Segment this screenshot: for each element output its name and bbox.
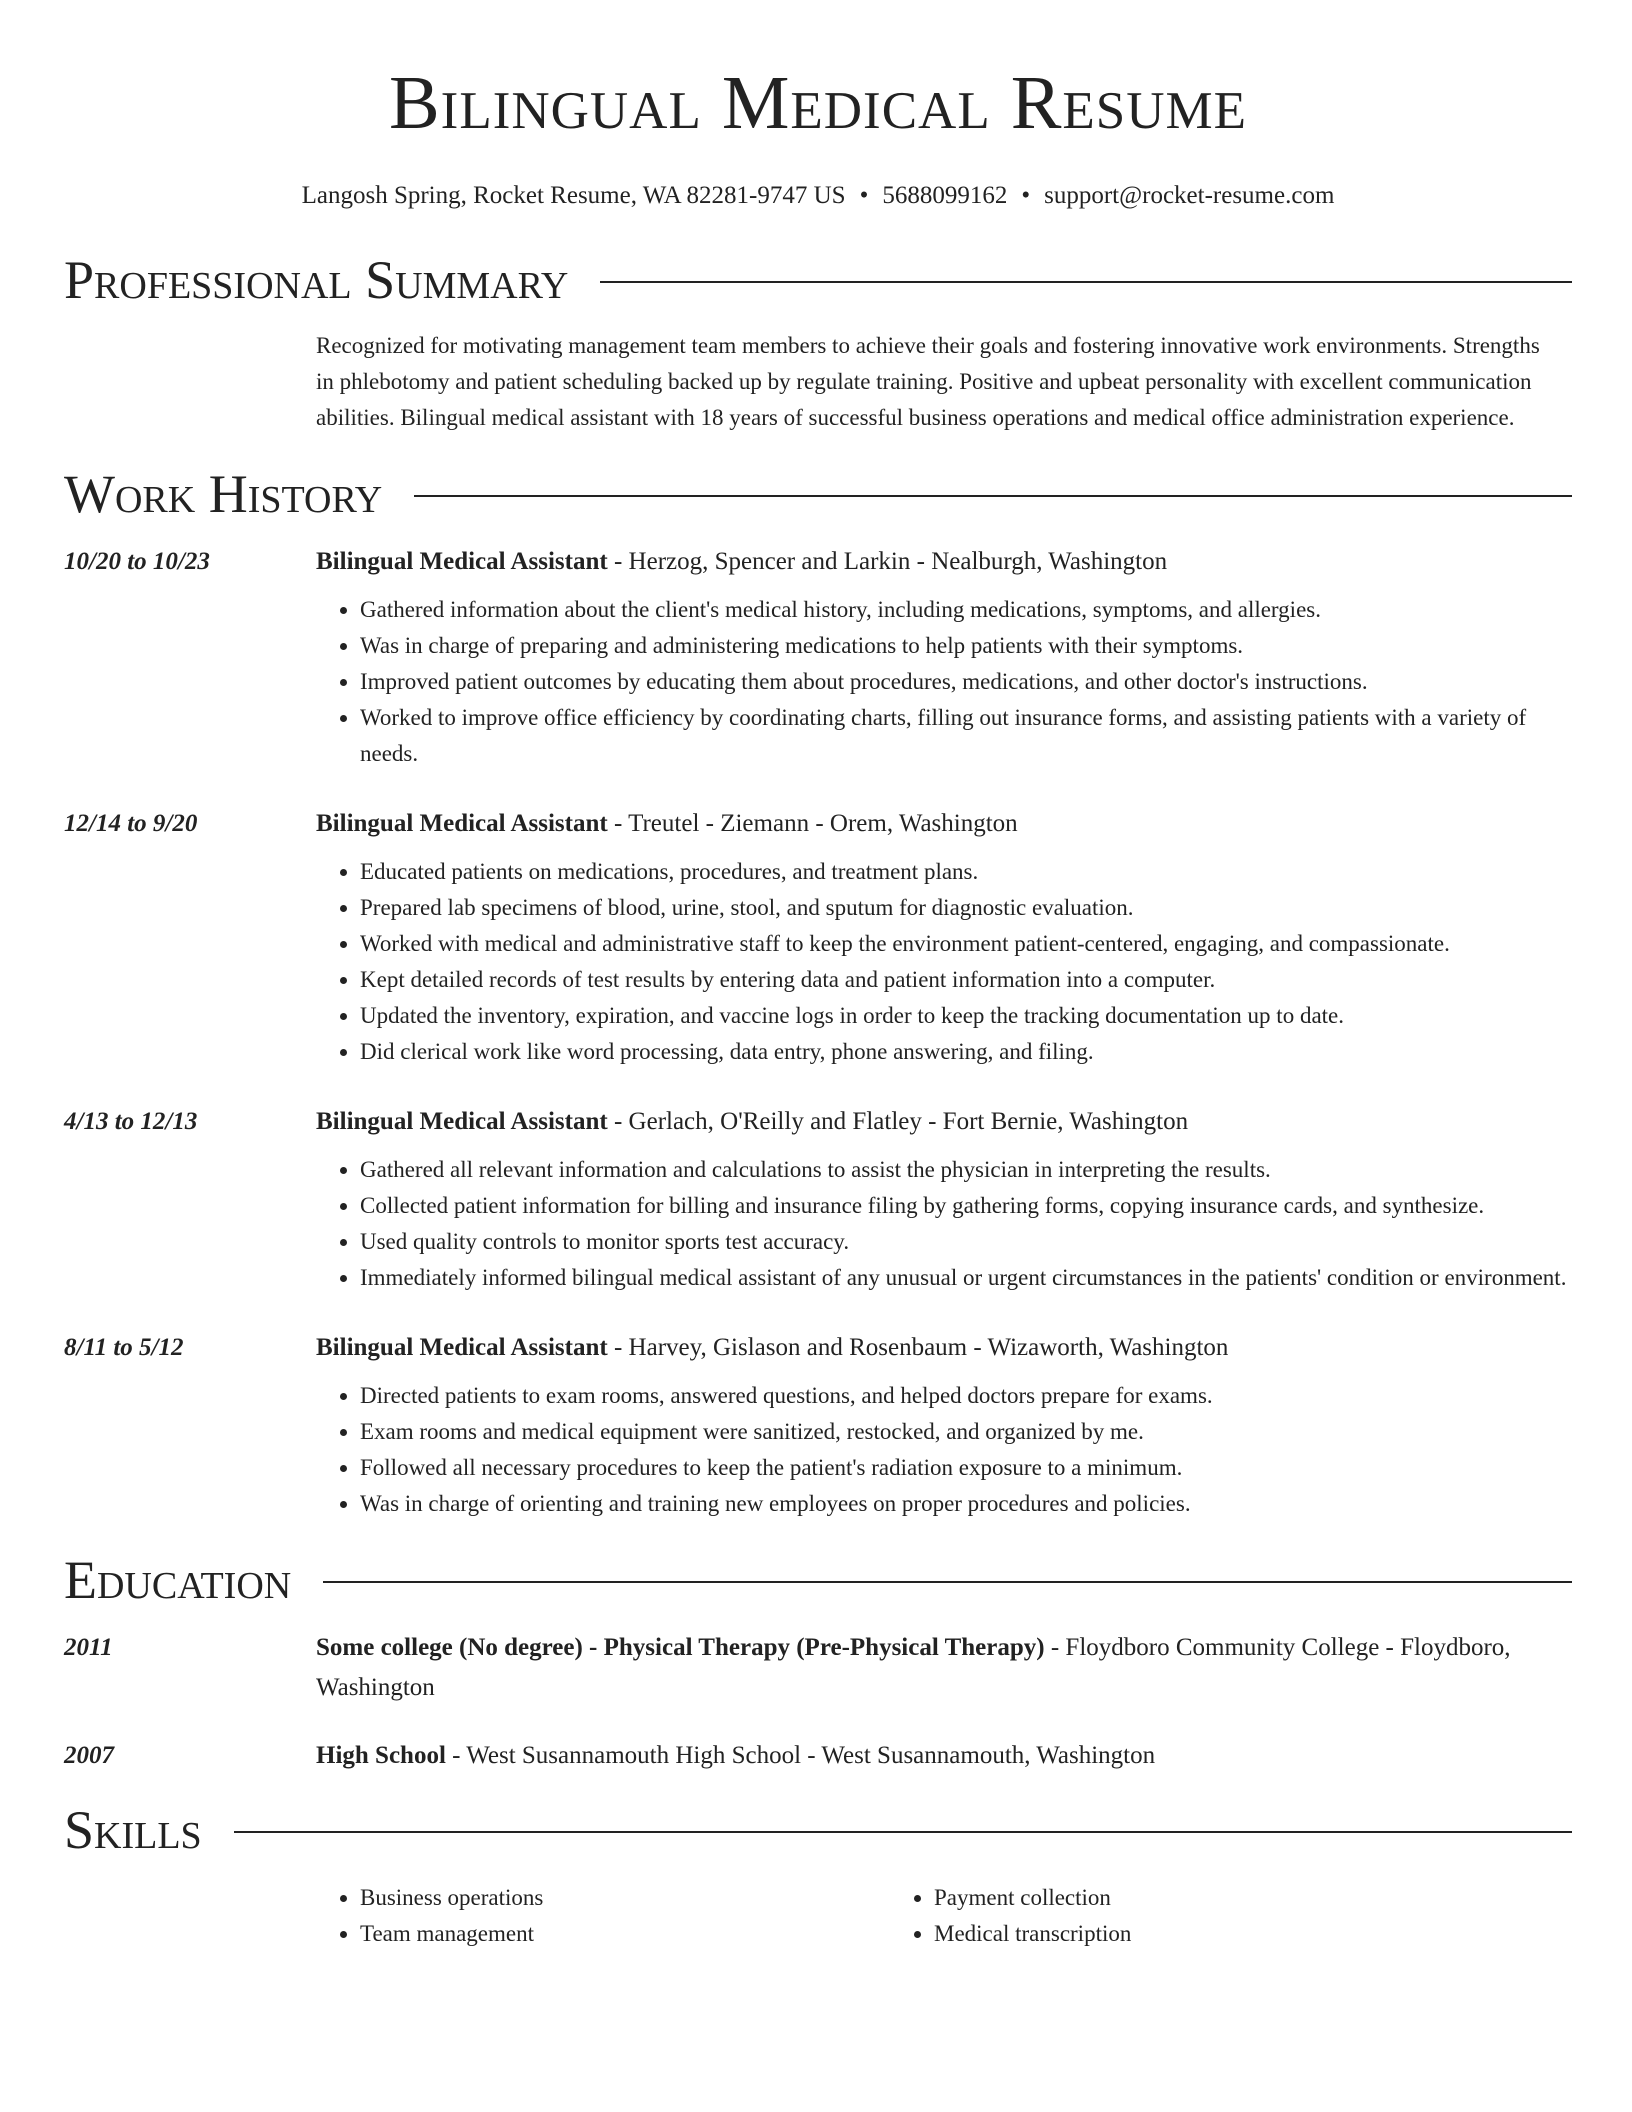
education-heading xyxy=(316,1628,1572,1708)
section-header-education xyxy=(64,1550,1572,1610)
list-item: • Immediately informed bilingual medical assistant of any unusual or urgent circumstances in the patients' condition or environment. xyxy=(360,1260,1572,1296)
contact-phone: 5688099162 xyxy=(882,182,1008,209)
section-title-education: Education xyxy=(64,1550,292,1610)
section-divider xyxy=(234,1831,1572,1833)
education-body xyxy=(316,1736,1572,1776)
skill-item: • Medical transcription xyxy=(934,1916,1464,1952)
skill-item: • Payment collection xyxy=(934,1880,1464,1916)
list-item: • Educated patients on medications, procedures, and treatment plans. xyxy=(360,854,1572,890)
job-role: Bilingual Medical Assistant xyxy=(316,1334,608,1361)
job-details: - Gerlach, O'Reilly and Flatley - Fort Bernie, Washington xyxy=(607,1108,1189,1135)
contact-line xyxy=(64,180,1572,212)
skill-item: • Business operations xyxy=(360,1880,890,1916)
job-role: Bilingual Medical Assistant xyxy=(316,810,608,837)
section-header-summary xyxy=(64,250,1572,310)
list-item: • Kept detailed records of test results by entering data and patient information into a computer. xyxy=(360,962,1572,998)
job-role: Bilingual Medical Assistant xyxy=(316,1108,608,1135)
list-item: • Directed patients to exam rooms, answered questions, and helped doctors prepare for exams. xyxy=(360,1378,1572,1414)
list-item: • Followed all necessary procedures to keep the patient's radiation exposure to a minimum. xyxy=(360,1450,1572,1486)
skills-column-right xyxy=(890,1880,1464,1952)
education-entry xyxy=(64,1736,1572,1776)
list-item: • Updated the inventory, expiration, and vaccine logs in order to keep the tracking documentation up to date. xyxy=(360,998,1572,1034)
resume-title: Bilingual Medical Resume xyxy=(388,61,1248,145)
education-degree: High School xyxy=(316,1742,446,1769)
list-item: • Worked with medical and administrative staff to keep the environment patient-centered, engaging, and compassionate. xyxy=(360,926,1572,962)
education-date: 2011 xyxy=(64,1634,113,1661)
section-header-work xyxy=(64,464,1572,524)
job-body xyxy=(316,542,1572,772)
summary-text: Recognized for motivating management team members to achieve their goals and fostering innovative work environments. Strengths in phlebotomy and patient scheduling backed up by regulate training. Positive and upbeat personality with excellent communication abilities. Bilingual medical assistant with 18 years of successful business operations and medical office administration experience. xyxy=(316,333,1540,430)
job-date: 12/14 to 9/20 xyxy=(64,810,198,837)
job-heading xyxy=(316,1328,1572,1368)
job-heading xyxy=(316,542,1572,582)
resume-page xyxy=(64,0,1572,1952)
section-title-summary: Professional Summary xyxy=(64,250,569,310)
education-body xyxy=(316,1628,1572,1708)
list-item: • Was in charge of orienting and training new employees on proper procedures and policies. xyxy=(360,1486,1572,1522)
job-bullets xyxy=(316,854,1572,1070)
job-details: - Herzog, Spencer and Larkin - Nealburgh, Washington xyxy=(607,548,1168,575)
job-details: - Harvey, Gislason and Rosenbaum - Wizaworth, Washington xyxy=(607,1334,1229,1361)
section-title-skills: Skills xyxy=(64,1800,202,1860)
job-date: 10/20 to 10/23 xyxy=(64,548,210,575)
list-item: • Gathered all relevant information and calculations to assist the physician in interpreting the results. xyxy=(360,1152,1572,1188)
education-details: - West Susannamouth High School - West Susannamouth, Washington xyxy=(445,1742,1156,1769)
section-title-work: Work History xyxy=(64,464,383,524)
job-heading xyxy=(316,804,1572,844)
skills-column-left xyxy=(316,1880,890,1952)
section-divider xyxy=(414,495,1572,497)
contact-email: support@rocket-resume.com xyxy=(1044,182,1335,209)
skill-item: • Team management xyxy=(360,1916,890,1952)
job-bullets xyxy=(316,592,1572,772)
skills-list xyxy=(316,1880,1572,1952)
contact-separator: • xyxy=(1021,182,1031,209)
section-divider xyxy=(600,281,1572,283)
list-item: • Was in charge of preparing and administering medications to help patients with their symptoms. xyxy=(360,628,1572,664)
list-item: • Worked to improve office efficiency by coordinating charts, filling out insurance forms, and assisting patients with a variety of needs. xyxy=(360,700,1572,772)
list-item: • Exam rooms and medical equipment were sanitized, restocked, and organized by me. xyxy=(360,1414,1572,1450)
section-divider xyxy=(323,1581,1572,1583)
contact-address: Langosh Spring, Rocket Resume, WA 82281-9747 US xyxy=(301,182,846,209)
list-item: • Gathered information about the client's medical history, including medications, symptoms, and allergies. xyxy=(360,592,1572,628)
contact-separator: • xyxy=(859,182,869,209)
job-bullets xyxy=(316,1378,1572,1522)
job-entry xyxy=(64,1102,1572,1296)
education-entry xyxy=(64,1628,1572,1708)
list-item: • Did clerical work like word processing, data entry, phone answering, and filing. xyxy=(360,1034,1572,1070)
job-bullets xyxy=(316,1152,1572,1296)
list-item: • Improved patient outcomes by educating them about procedures, medications, and other doctor's instructions. xyxy=(360,664,1572,700)
job-body xyxy=(316,1328,1572,1522)
job-role: Bilingual Medical Assistant xyxy=(316,548,608,575)
job-date: 4/13 to 12/13 xyxy=(64,1108,198,1135)
education-degree: Some college (No degree) - Physical Therapy (Pre-Physical Therapy) xyxy=(316,1634,1045,1661)
list-item: • Used quality controls to monitor sports test accuracy. xyxy=(360,1224,1572,1260)
job-entry xyxy=(64,1328,1572,1522)
job-heading xyxy=(316,1102,1572,1142)
job-entry xyxy=(64,804,1572,1070)
education-date: 2007 xyxy=(64,1742,114,1769)
job-details: - Treutel - Ziemann - Orem, Washington xyxy=(607,810,1018,837)
job-body xyxy=(316,804,1572,1070)
job-date: 8/11 to 5/12 xyxy=(64,1334,184,1361)
section-header-skills xyxy=(64,1800,1572,1860)
education-heading xyxy=(316,1736,1572,1776)
job-body xyxy=(316,1102,1572,1296)
list-item: • Prepared lab specimens of blood, urine, stool, and sputum for diagnostic evaluation. xyxy=(360,890,1572,926)
list-item: • Collected patient information for billing and insurance filing by gathering forms, copying insurance cards, and synthesize. xyxy=(360,1188,1572,1224)
education-details: - Floydboro Community College - Floydboro, Washington xyxy=(316,1634,1511,1701)
job-entry xyxy=(64,542,1572,772)
